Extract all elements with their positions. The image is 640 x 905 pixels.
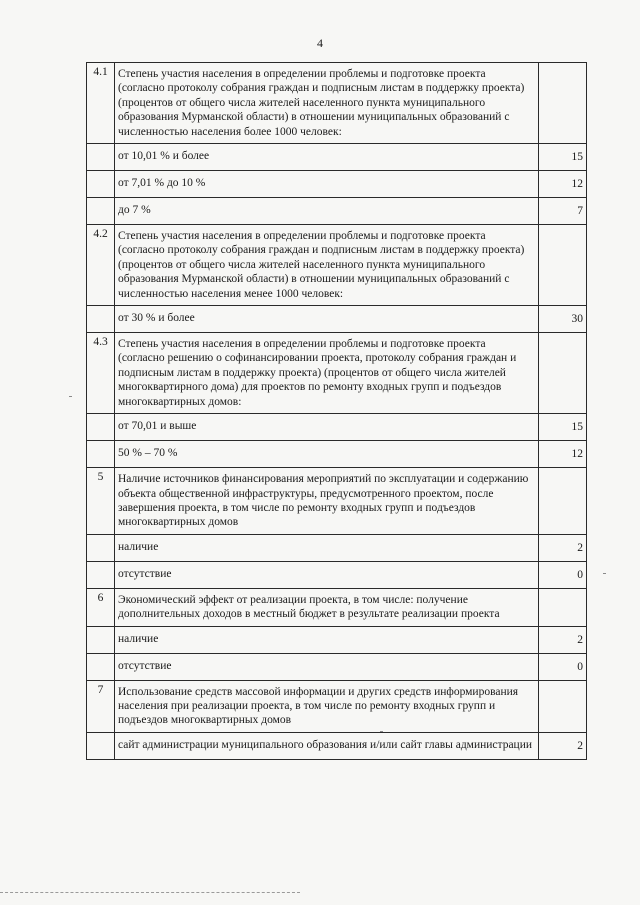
option-row [87,306,587,333]
criterion-number [87,144,115,171]
criterion-text: Степень участия населения в определении проблемы и подготовке проекта (согласно решению о софинансировании проекта, протоколу собрания граждан и подписным листам в поддержку проекта) (процентов от общего числа жителей многоквартирного дома) для проектов по ремонту входных групп и подъездов многоквартирных домов: [115,333,539,414]
option-row [87,441,587,468]
criteria-table-body [87,63,587,760]
criterion-number [87,441,115,468]
scan-artifact-mark [69,396,72,397]
score-cell [539,468,587,535]
criterion-number [87,198,115,225]
option-text: от 30 % и более [115,306,539,333]
criterion-number: 6 [87,588,115,626]
criterion-text: Использование средств массовой информации и других средств информирования населения при реализации проекта, в том числе по ремонту входных групп и подъездов многоквартирных домов [115,680,539,732]
score-cell [539,333,587,414]
criterion-number [87,306,115,333]
option-row [87,414,587,441]
option-text: сайт администрации муниципального образования и/или сайт главы администрации [115,732,539,759]
criterion-text: Экономический эффект от реализации проекта, в том числе: получение дополнительных доходов в местный бюджет в результате реализации проекта [115,588,539,626]
criterion-number [87,171,115,198]
score-cell: 12 [539,171,587,198]
option-row [87,561,587,588]
score-cell: 30 [539,306,587,333]
criterion-number [87,561,115,588]
criteria-table [86,62,587,760]
option-row [87,171,587,198]
option-row [87,198,587,225]
option-row [87,732,587,759]
criterion-text: Наличие источников финансирования мероприятий по эксплуатации и содержанию объекта общественной инфраструктуры, предусмотренного проектом, после завершения проекта, в том числе по ремонту входных групп и подъездов многоквартирных домов [115,468,539,535]
score-cell: 0 [539,561,587,588]
score-cell [539,588,587,626]
criterion-number: 4.1 [87,63,115,144]
criterion-number [87,626,115,653]
score-cell [539,63,587,144]
criterion-number: 4.2 [87,225,115,306]
score-cell: 0 [539,653,587,680]
score-cell: 15 [539,414,587,441]
criterion-text: Степень участия населения в определении проблемы и подготовке проекта (согласно протоколу собрания граждан и подписным листам в поддержку проекта) (процентов от общего числа жителей населенного пункта муниципального образования Мурманской области) в отношении муниципальных образований с численностью населения менее 1000 человек: [115,225,539,306]
criterion-number [87,653,115,680]
option-text: от 70,01 и выше [115,414,539,441]
score-cell: 15 [539,144,587,171]
criterion-number: 7 [87,680,115,732]
option-text: наличие [115,626,539,653]
score-cell: 7 [539,198,587,225]
option-text: отсутствие [115,653,539,680]
option-text: 50 % – 70 % [115,441,539,468]
page-number: 4 [317,36,323,50]
option-text: до 7 % [115,198,539,225]
option-text: от 10,01 % и более [115,144,539,171]
criterion-row [87,333,587,414]
criterion-row [87,588,587,626]
criterion-number: 5 [87,468,115,535]
option-row [87,534,587,561]
option-row [87,653,587,680]
scan-artifact-line [0,892,300,895]
score-cell: 2 [539,732,587,759]
criterion-number [87,414,115,441]
option-text: от 7,01 % до 10 % [115,171,539,198]
criterion-row [87,225,587,306]
criterion-number [87,534,115,561]
score-cell [539,225,587,306]
criterion-row [87,468,587,535]
criterion-text: Степень участия населения в определении проблемы и подготовке проекта (согласно протоколу собрания граждан и подписным листам в поддержку проекта) (процентов от общего числа жителей населенного пункта муниципального образования Мурманской области) в отношении муниципальных образований с численностью населения более 1000 человек: [115,63,539,144]
criterion-row [87,680,587,732]
option-text: отсутствие [115,561,539,588]
scan-artifact-mark [380,731,383,732]
score-cell [539,680,587,732]
criterion-number: 4.3 [87,333,115,414]
criterion-row [87,63,587,144]
option-text: наличие [115,534,539,561]
score-cell: 2 [539,626,587,653]
criterion-number [87,732,115,759]
scan-artifact-mark [603,573,606,574]
option-row [87,144,587,171]
score-cell: 12 [539,441,587,468]
option-row [87,626,587,653]
score-cell: 2 [539,534,587,561]
